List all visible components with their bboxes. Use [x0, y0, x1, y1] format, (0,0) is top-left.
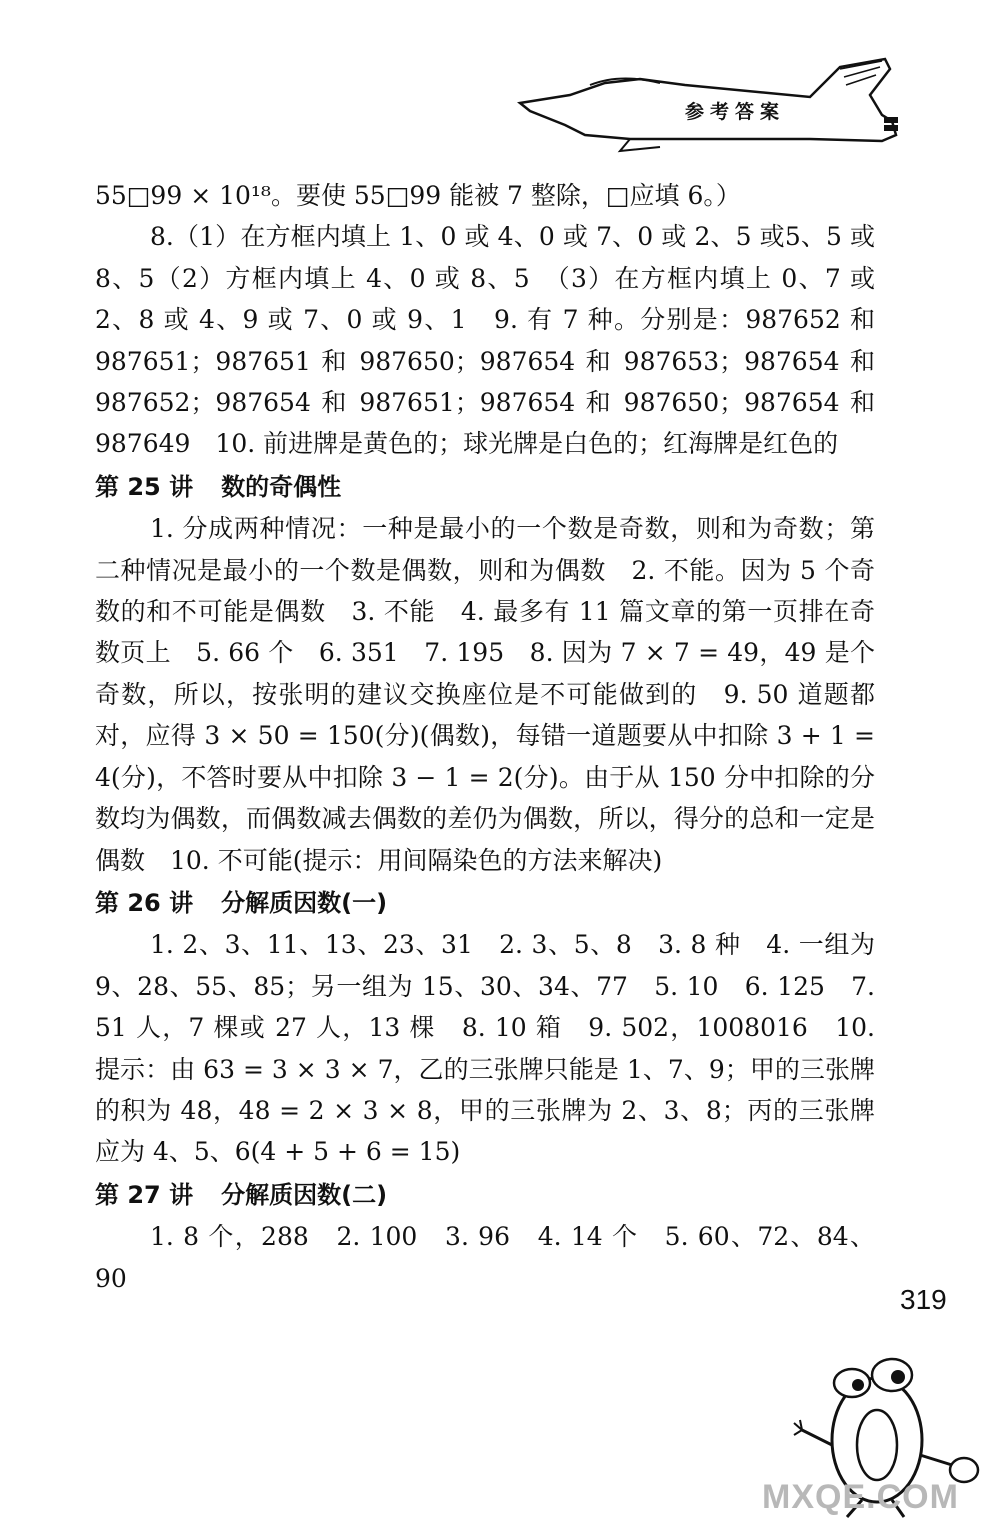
paragraph-continuation: 55□99 × 10¹⁸。要使 55□99 能被 7 整除，□应填 6。）: [95, 181, 741, 210]
section-number: 第 27 讲: [95, 1180, 194, 1209]
section-body-26: 1. 2、3、11、13、23、31 2. 3、5、8 3. 8 种 4. 一组为 9、28、55、85；另一组为 15、30、34、77 5. 10 6. 125 7. 51 人，7 棵或 27 人，13 棵 8. 10 箱 9. 502，1008016 10. 提示：由 63 = 3 × 3 × 7，乙的三张牌只能是 1、7、9；甲的三张牌的积为 48，48 = 2 × 3 × 8，甲的三张牌为 2、3、8；丙的三张牌应为 4、5、6(4 + 5 + 6 = 15): [95, 930, 875, 1167]
section-title: 数的奇偶性: [221, 472, 342, 501]
section-number: 第 26 讲: [95, 888, 194, 917]
paragraph-answers-8-10: 8.（1）在方框内填上 1、0 或 4、0 或 7、0 或 2、5 或5、5 或8、5（2）方框内填上 4、0 或 8、5 （3）在方框内填上 0、7 或 2、8 或 4、9 或 7、0 或 9、1 9. 有 7 种。分别是：987652 和 987651；987651 和 987650；987654 和 987653；987654 和 987652；987654 和 987651；987654 和 987650；987654 和 987649 10. 前进牌是黄色的；球光牌是白色的；红海牌是红色的: [95, 222, 875, 459]
section-title: 分解质因数(一): [221, 888, 388, 917]
page-number: 319: [900, 1284, 947, 1315]
section-body-27: 1. 8 个，288 2. 100 3. 96 4. 14 个 5. 60、72、84、90: [95, 1222, 875, 1293]
section-body-25: 1. 分成两种情况：一种是最小的一个数是奇数，则和为奇数；第二种情况是最小的一个数是偶数，则和为偶数 2. 不能。因为 5 个奇数的和不可能是偶数 3. 不能 4. 最多有 11 篇文章的第一页排在奇数页上 5. 66 个 6. 351 7. 195 8. 因为 7 × 7 = 49，49 是个奇数，所以，按张明的建议交换座位是不可能做到的 9. 50 道题都对，应得 3 × 50 = 150(分)(偶数)，每错一道题要从中扣除 3 + 1 = 4(分)，不答时要从中扣除 3 − 1 = 2(分)。由于从 150 分中扣除的分数均为偶数，而偶数减去偶数的差仍为偶数，所以，得分的总和一定是偶数 10. 不可能(提示：用间隔染色的方法来解决): [95, 514, 875, 875]
answer-content: [95, 175, 875, 1299]
header-label: 参考答案: [684, 101, 785, 123]
watermark: MXQE.COM: [762, 1478, 959, 1516]
section-number: 第 25 讲: [95, 472, 194, 501]
section-title: 分解质因数(二): [221, 1180, 388, 1209]
section-heading-25: [95, 467, 875, 508]
section-heading-26: [95, 883, 875, 924]
section-heading-27: [95, 1175, 875, 1216]
